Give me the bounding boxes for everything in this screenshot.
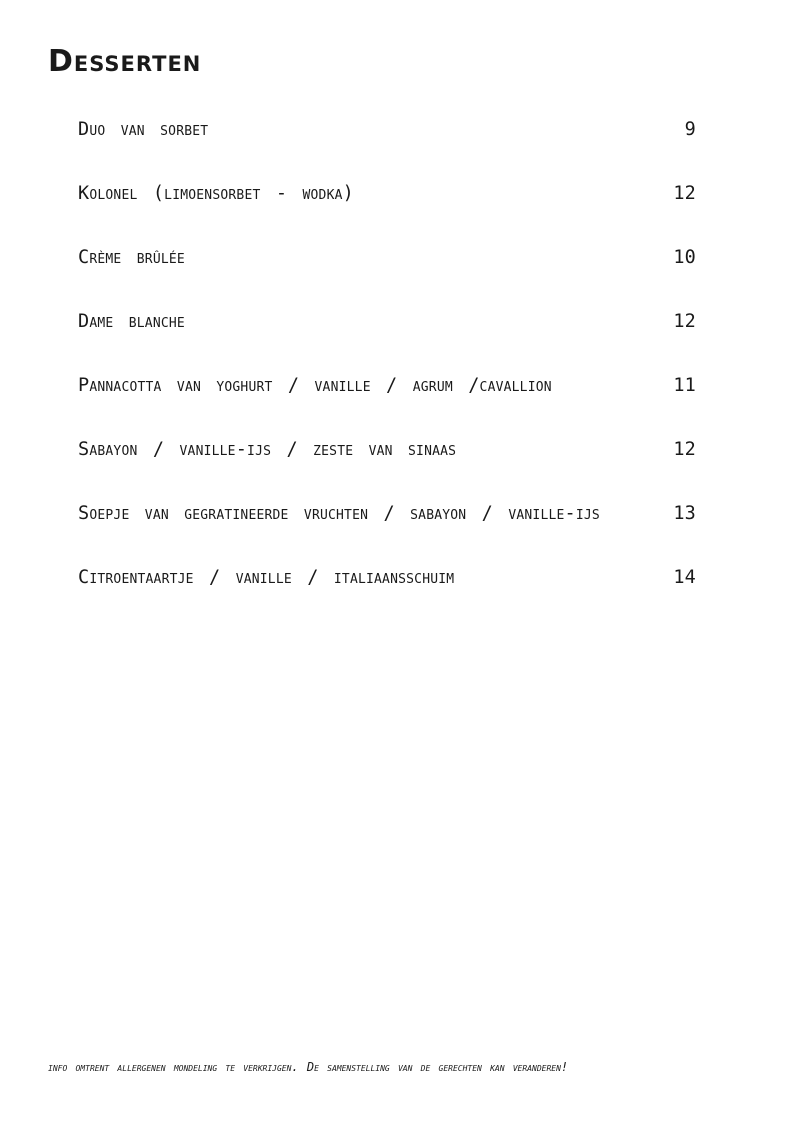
- menu-item: [78, 114, 696, 178]
- menu-item-name: Sabayon / vanille-ijs / zeste van sinaas: [78, 439, 457, 460]
- menu-item-price: 9: [684, 119, 696, 140]
- menu-item: [78, 242, 696, 306]
- menu-item-name: Soepje van gegratineerde vruchten / sabayon / vanille-ijs: [78, 503, 600, 524]
- menu-item: [78, 434, 696, 498]
- menu-item: [78, 370, 696, 434]
- menu-item: [78, 178, 696, 242]
- menu-item-price: 12: [673, 183, 696, 204]
- menu-item-name: Crème brûlée: [78, 247, 185, 268]
- menu-item: [78, 306, 696, 370]
- menu-item-price: 11: [673, 375, 696, 396]
- page-title: Desserten: [48, 44, 202, 79]
- menu-item-name: Kolonel (limoensorbet - wodka): [78, 183, 354, 204]
- menu-item-name: Duo van sorbet: [78, 119, 209, 140]
- menu-item: [78, 498, 696, 562]
- menu-item-name: Pannacotta van yoghurt / vanille / agrum /cavallion: [78, 375, 552, 396]
- menu-item-price: 12: [673, 439, 696, 460]
- allergen-footer-note: info omtrent allergenen mondeling te verkrijgen. De samenstelling van de gerechten kan veranderen!: [48, 1060, 569, 1074]
- menu-item-price: 14: [673, 567, 696, 588]
- menu-item-name: Citroentaartje / vanille / italiaansschuim: [78, 567, 455, 588]
- menu-item: [78, 562, 696, 626]
- menu-item-price: 10: [673, 247, 696, 268]
- dessert-menu-list: [78, 114, 696, 626]
- menu-item-price: 13: [673, 503, 696, 524]
- menu-item-name: Dame blanche: [78, 311, 185, 332]
- menu-item-price: 12: [673, 311, 696, 332]
